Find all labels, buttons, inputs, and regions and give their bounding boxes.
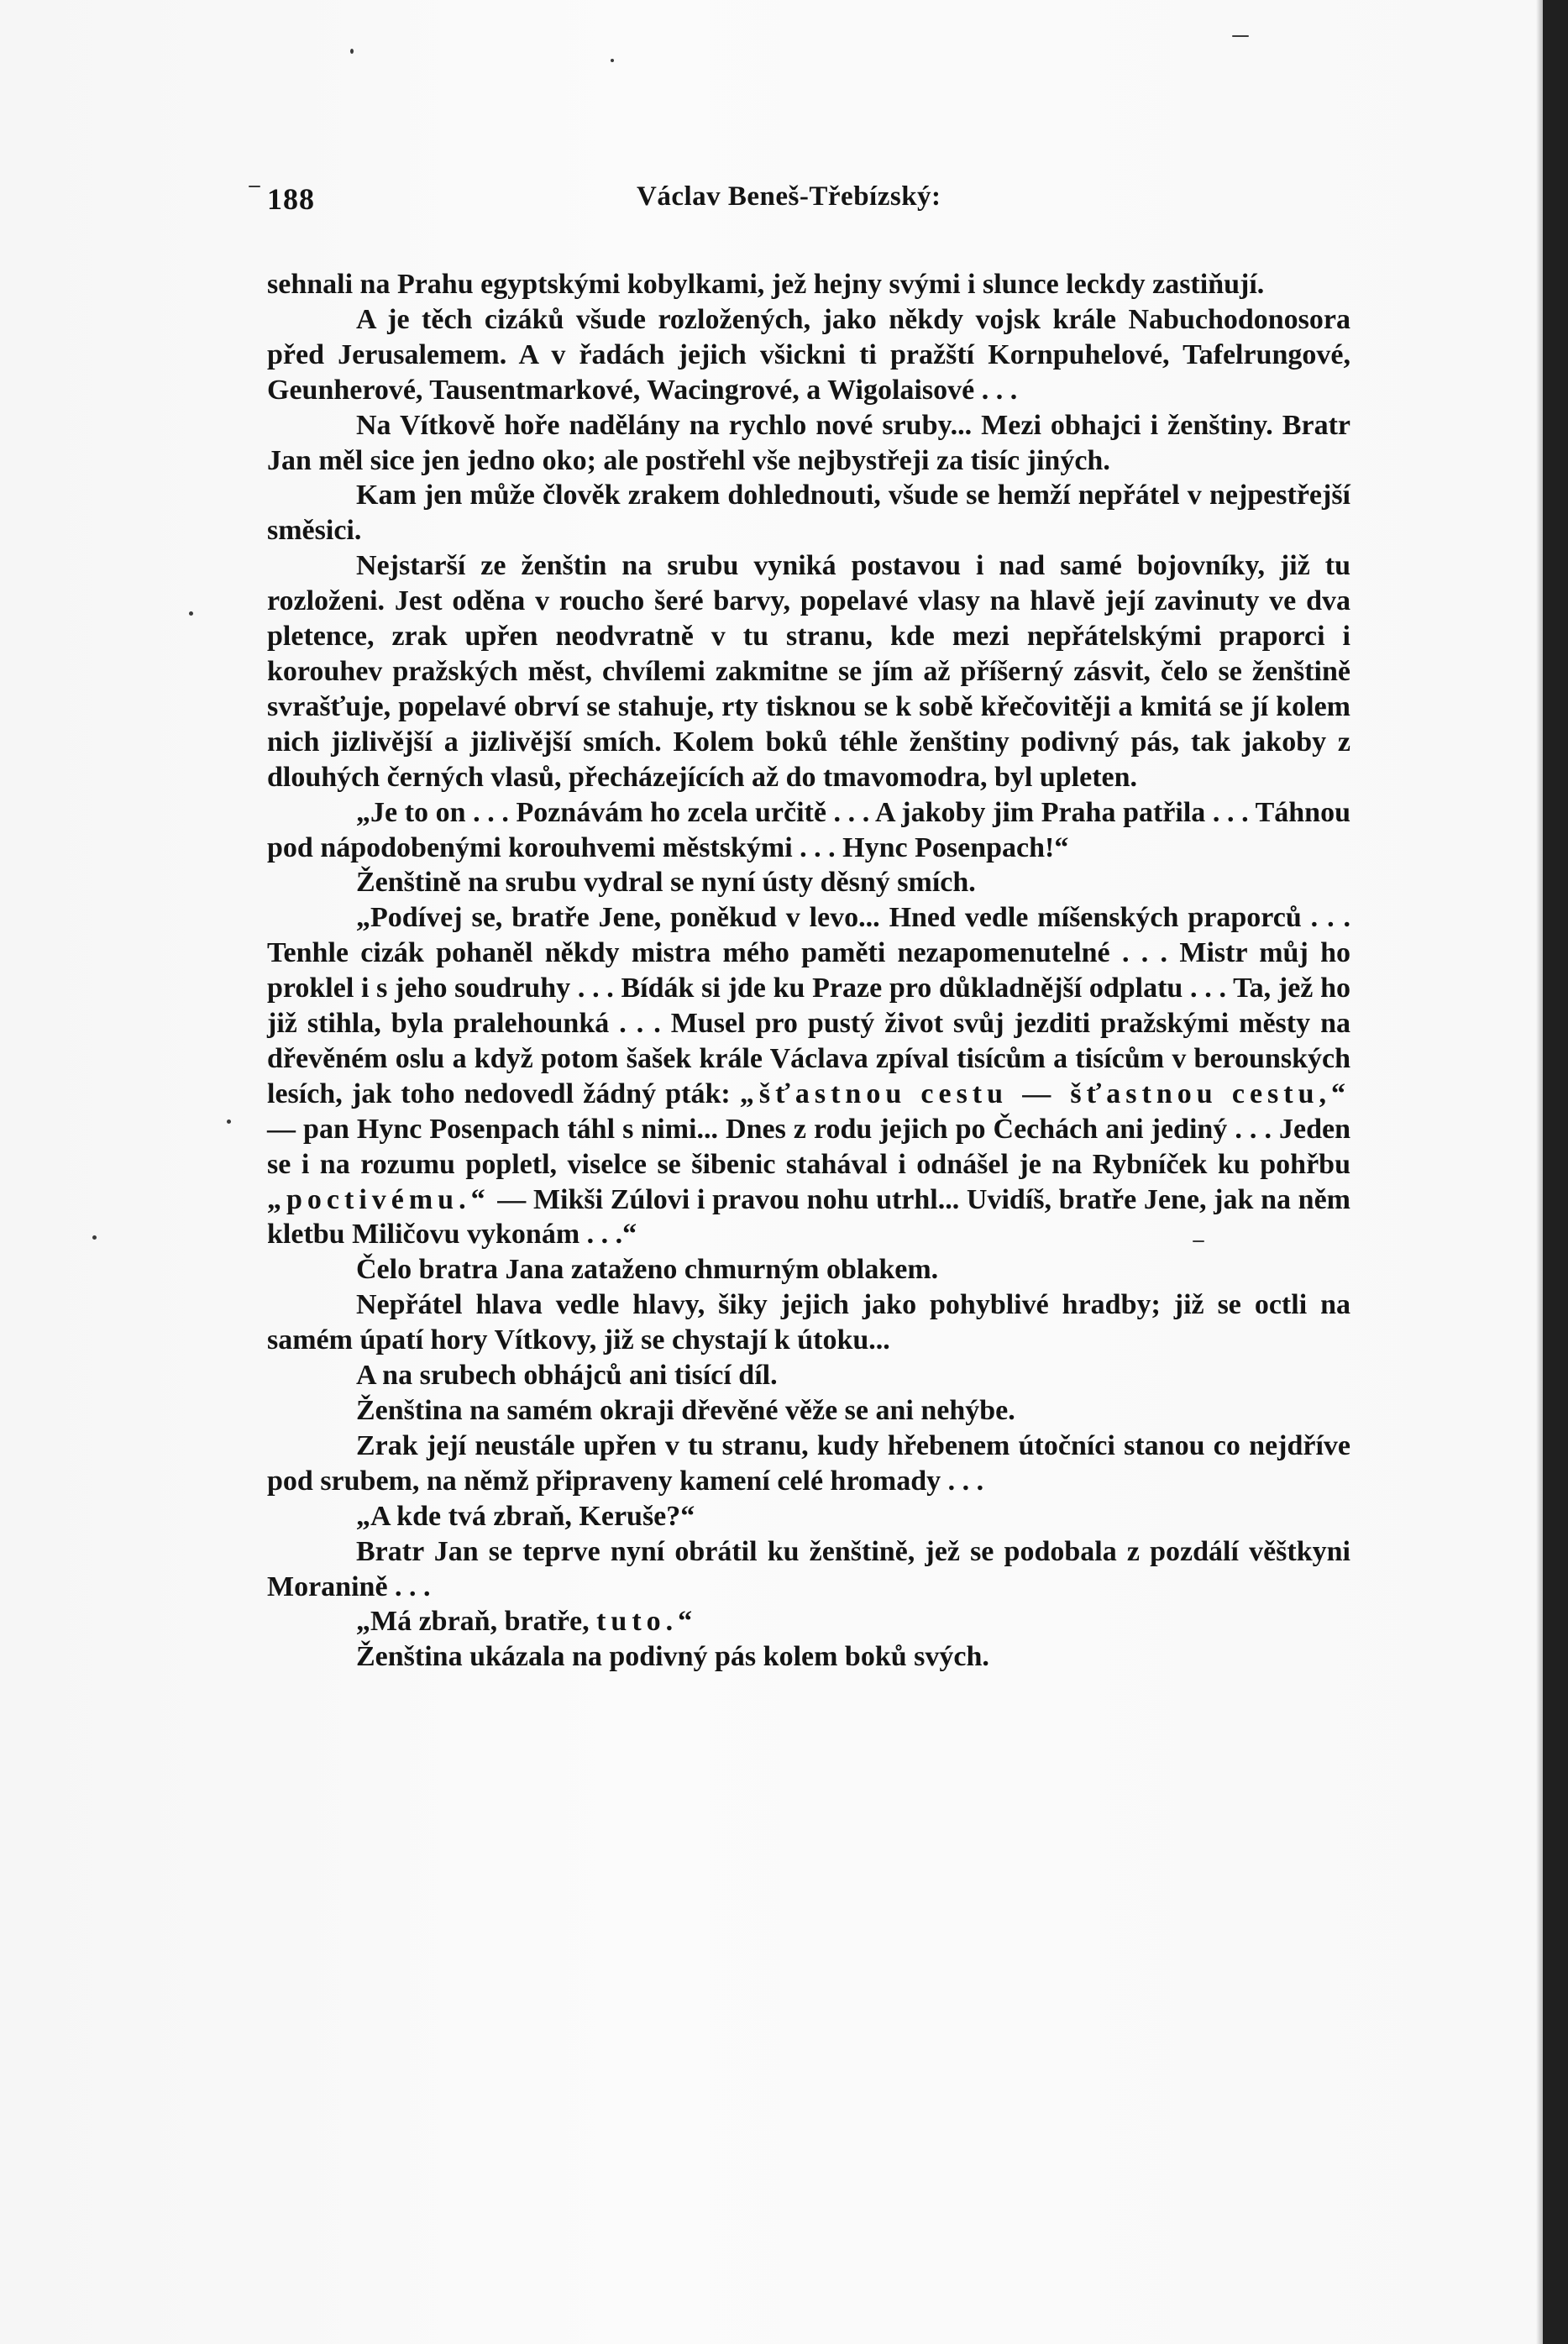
paragraph xyxy=(267,900,1350,1252)
page-number: 188 xyxy=(267,182,315,216)
paragraph: A je těch cizáků všude rozložených, jako někdy vojsk krále Nabuchodonosora před Jerusalemem. A v řadách jejich všickni ti pražští Kornpuhelové, Tafelrungové, Geunherové, Tausentmarkové, Wacingrové, a Wigolaisové . . . xyxy=(267,303,1350,406)
paragraph: Ženština ukázala na podivný pás kolem boků svých. xyxy=(356,1641,989,1673)
running-head: Václav Beneš-Třebízský: xyxy=(637,181,941,212)
paragraph: „A kde tvá zbraň, Keruše?“ xyxy=(356,1500,695,1532)
scan-speck xyxy=(350,49,354,54)
paragraph-segment: „Má zbraň, bratře, xyxy=(356,1606,597,1638)
paragraph: Nejstarší ze ženštin na srubu vyniká postavou i nad samé bojovníky, již tu rozloženi. Jest oděna v roucho šeré barvy, popelavé vlasy na hlavě její zavinuty ve dva pletence, zrak upřen neodvratně v tu stranu, kde mezi nepřátelskými praporci i korouhev pražských měst, chvílemi zakmitne se jím až příšerný zásvit, čelo se ženštině svrašťuje, popelavé obrví se stahuje, rty tisknou se k sobě křečovitěji a kmitá se jí kolem nich jizlivější a jizlivější smích. Kolem boků téhle ženštiny podivný pás, tak jakoby z dlouhých černých vlasů, přecházejících až do tmavomodra, byl upleten. xyxy=(267,550,1350,793)
body-text xyxy=(267,267,1350,1675)
scan-speck xyxy=(611,59,614,62)
scan-speck xyxy=(92,1235,97,1240)
paragraph: Zrak její neustále upřen v tu stranu, kudy hřebenem útočníci stanou co nejdříve pod srubem, na němž připraveny kamení celé hromady . . . xyxy=(267,1429,1350,1497)
paragraph: Ženština na samém okraji dřevěné věže se ani nehýbe. xyxy=(356,1395,1015,1426)
paragraph: Čelo bratra Jana zataženo chmurným oblakem. xyxy=(356,1254,939,1286)
spaced-quote: „šťastnou cestu — šťastnou cestu,“ xyxy=(739,1078,1350,1109)
paragraph: Bratr Jan se teprve nyní obrátil ku ženštině, jež se podobala z pozdálí věštkyni Moranině . . . xyxy=(267,1535,1350,1602)
page-edge-shadow xyxy=(1536,0,1543,2344)
paragraph-segment: — pan Hync Posenpach táhl s nimi... Dnes z rodu jejich po Čechách ani jediný . . . Jeden se i na rozumu popletl, viselce se šibenic stahával i odnášel je na Rybníček ku pohřbu xyxy=(267,1113,1350,1180)
paragraph xyxy=(267,1604,1350,1639)
scan-border xyxy=(1543,0,1568,2344)
paragraph: Na Vítkově hoře nadělány na rychlo nové sruby... Mezi obhajci i ženštiny. Bratr Jan měl sice jen jedno oko; ale postřehl vše nejbystřeji za tisíc jiných. xyxy=(267,409,1350,476)
paragraph: Ženštině na srubu vydral se nyní ústy děsný smích. xyxy=(356,867,976,899)
spaced-word: tuto. xyxy=(596,1606,679,1638)
paragraph-segment: “ xyxy=(678,1606,693,1638)
scan-speck xyxy=(249,186,260,187)
page-header xyxy=(267,181,1359,232)
paragraph: „Je to on . . . Poznávám ho zcela určitě . . . A jakoby jim Praha patřila . . . Táhnou pod nápodobenými korouhvemi městskými . . . Hync Posenpach!“ xyxy=(267,796,1350,863)
paragraph: Kam jen může člověk zrakem dohlednouti, všude se hemží nepřátel v nejpestřejší směsici. xyxy=(267,480,1350,547)
scan-speck xyxy=(227,1120,231,1124)
paragraph: Nepřátel hlava vedle hlavy, šiky jejich jako pohyblivé hradby; již se octli na samém úpatí hory Vítkovy, již se chystají k útoku... xyxy=(267,1289,1350,1356)
spaced-quote: „poctivému.“ xyxy=(267,1183,490,1215)
paragraph: A na srubech obhájců ani tisící díl. xyxy=(356,1360,778,1392)
paragraph: sehnali na Prahu egyptskými kobylkami, jež hejny svými i slunce leckdy zastiňují. xyxy=(267,269,1265,300)
paragraph-segment: „Podívej se, bratře Jene, poněkud v levo... Hned vedle míšenských praporců . . . Tenhle cizák pohaněl někdy mistra mého paměti nezapomenutelné . . . Mistr můj ho proklel i s jeho soudruhy . . . Bídák si jde ku Praze pro důkladnější odplatu . . . Ta, jež ho již stihla, byla pralehounká . . . Musel pro pustý život svůj jezditi pražskými městy na dřevěném oslu a když potom šašek krále Václava zpíval tisícům a tisícům v berounských lesích, jak toho nedovedl žádný pták: xyxy=(267,902,1350,1109)
paragraph-segment: — Mikši Zúlovi i pravou nohu utrhl... Uvidíš, bratře Jene, jak na něm kletbu Miličovu vykonám . . .“ xyxy=(267,1183,1350,1251)
scan-speck xyxy=(189,611,193,616)
scan-speck xyxy=(1232,35,1249,37)
